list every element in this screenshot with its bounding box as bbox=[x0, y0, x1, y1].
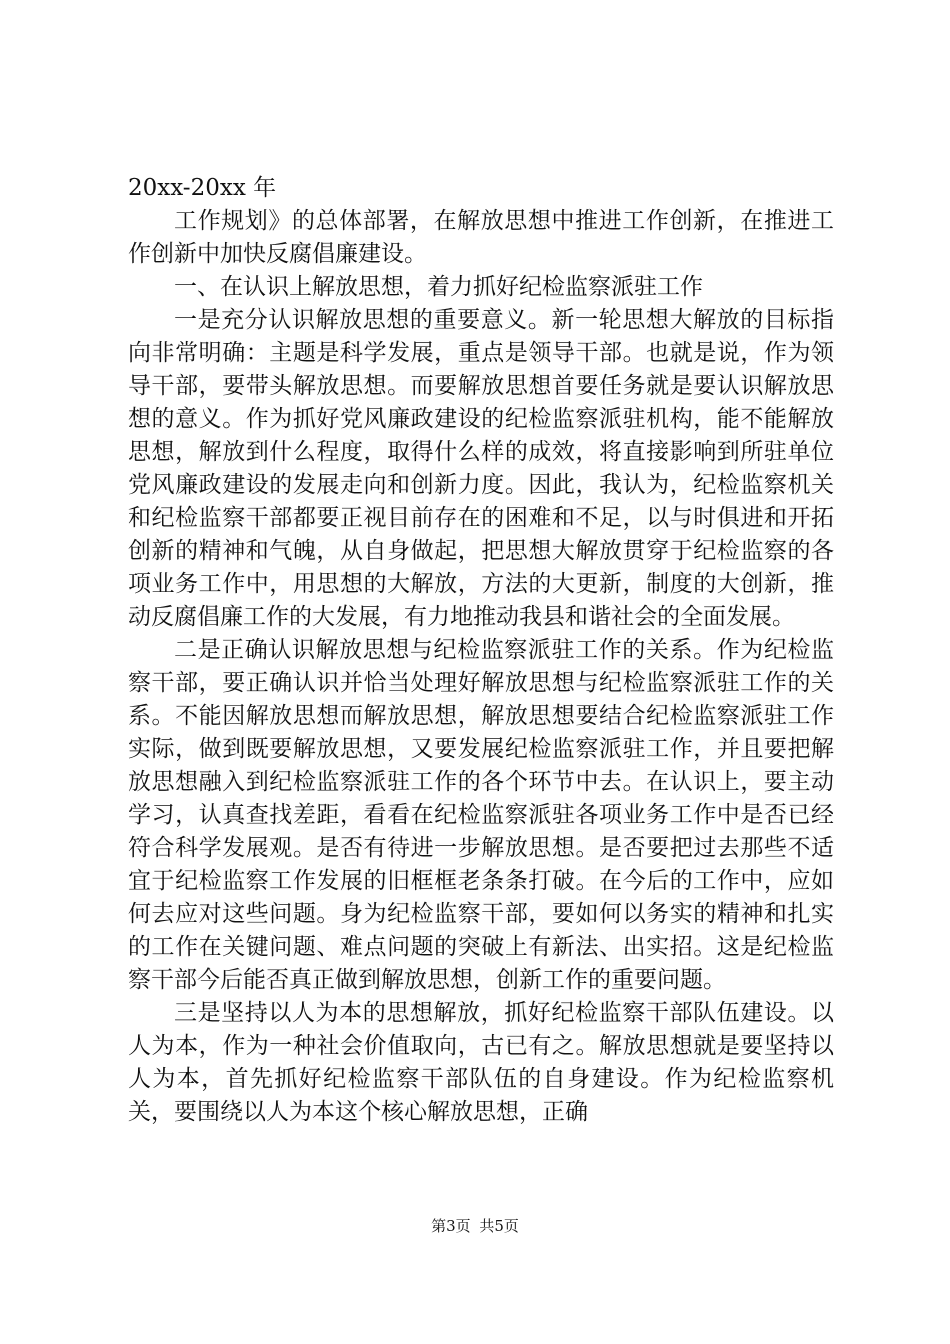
paragraph-point-two: 二是正确认识解放思想与纪检监察派驻工作的关系。作为纪检监察干部，要正确认识并恰当处理好解放思想与纪检监察派驻工作的关系。不能因解放思想而解放思想，解放思想要结合纪检监察派驻工作实际，做到既要解放思想，又要发展纪检监察派驻工作，并且要把解放思想融入到纪检监察派驻工作的各个环节中去。在认识上，要主动学习，认真查找差距，看看在纪检监察派驻各项业务工作中是否已经符合科学发展观。是否有待进一步解放思想。是否要把过去那些不适宜于纪检监察工作发展的旧框框老条条打破。在今后的工作中，应如何去应对这些问题。身为纪检监察干部，要如何以务实的精神和扎实的工作在关键问题、难点问题的突破上有新法、出实招。这是纪检监察干部今后能否真正做到解放思想，创新工作的重要问题。 bbox=[128, 637, 834, 993]
page-number: 第3页 bbox=[431, 1217, 471, 1235]
year-line: 20xx-20xx 年 bbox=[128, 175, 277, 201]
page-total: 共5页 bbox=[479, 1217, 519, 1235]
document-body bbox=[128, 172, 834, 1129]
paragraph-intro: 工作规划》的总体部署，在解放思想中推进工作创新，在推进工作创新中加快反腐倡廉建设。 bbox=[128, 208, 834, 267]
paragraph-point-three: 三是坚持以人为本的思想解放，抓好纪检监察干部队伍建设。以人为本，作为一种社会价值取向，古已有之。解放思想就是要坚持以人为本，首先抓好纪检监察干部队伍的自身建设。作为纪检监察机关，要围绕以人为本这个核心解放思想，正确 bbox=[128, 1000, 834, 1125]
paragraph-point-one: 一是充分认识解放思想的重要意义。新一轮思想大解放的目标指向非常明确：主题是科学发展，重点是领导干部。也就是说，作为领导干部，要带头解放思想。而要解放思想首要任务就是要认识解放思想的意义。作为抓好党风廉政建设的纪检监察派驻机构，能不能解放思想，解放到什么程度，取得什么样的成效，将直接影响到所驻单位党风廉政建设的发展走向和创新力度。因此，我认为，纪检监察机关和纪检监察干部都要正视目前存在的困难和不足，以与时俱进和开拓创新的精神和气魄，从自身做起，把思想大解放贯穿于纪检监察的各项业务工作中，用思想的大解放，方法的大更新，制度的大创新，推动反腐倡廉工作的大发展，有力地推动我县和谐社会的全面发展。 bbox=[128, 307, 834, 630]
section-heading: 一、在认识上解放思想，着力抓好纪检监察派驻工作 bbox=[174, 274, 703, 300]
page-footer bbox=[0, 1216, 950, 1236]
